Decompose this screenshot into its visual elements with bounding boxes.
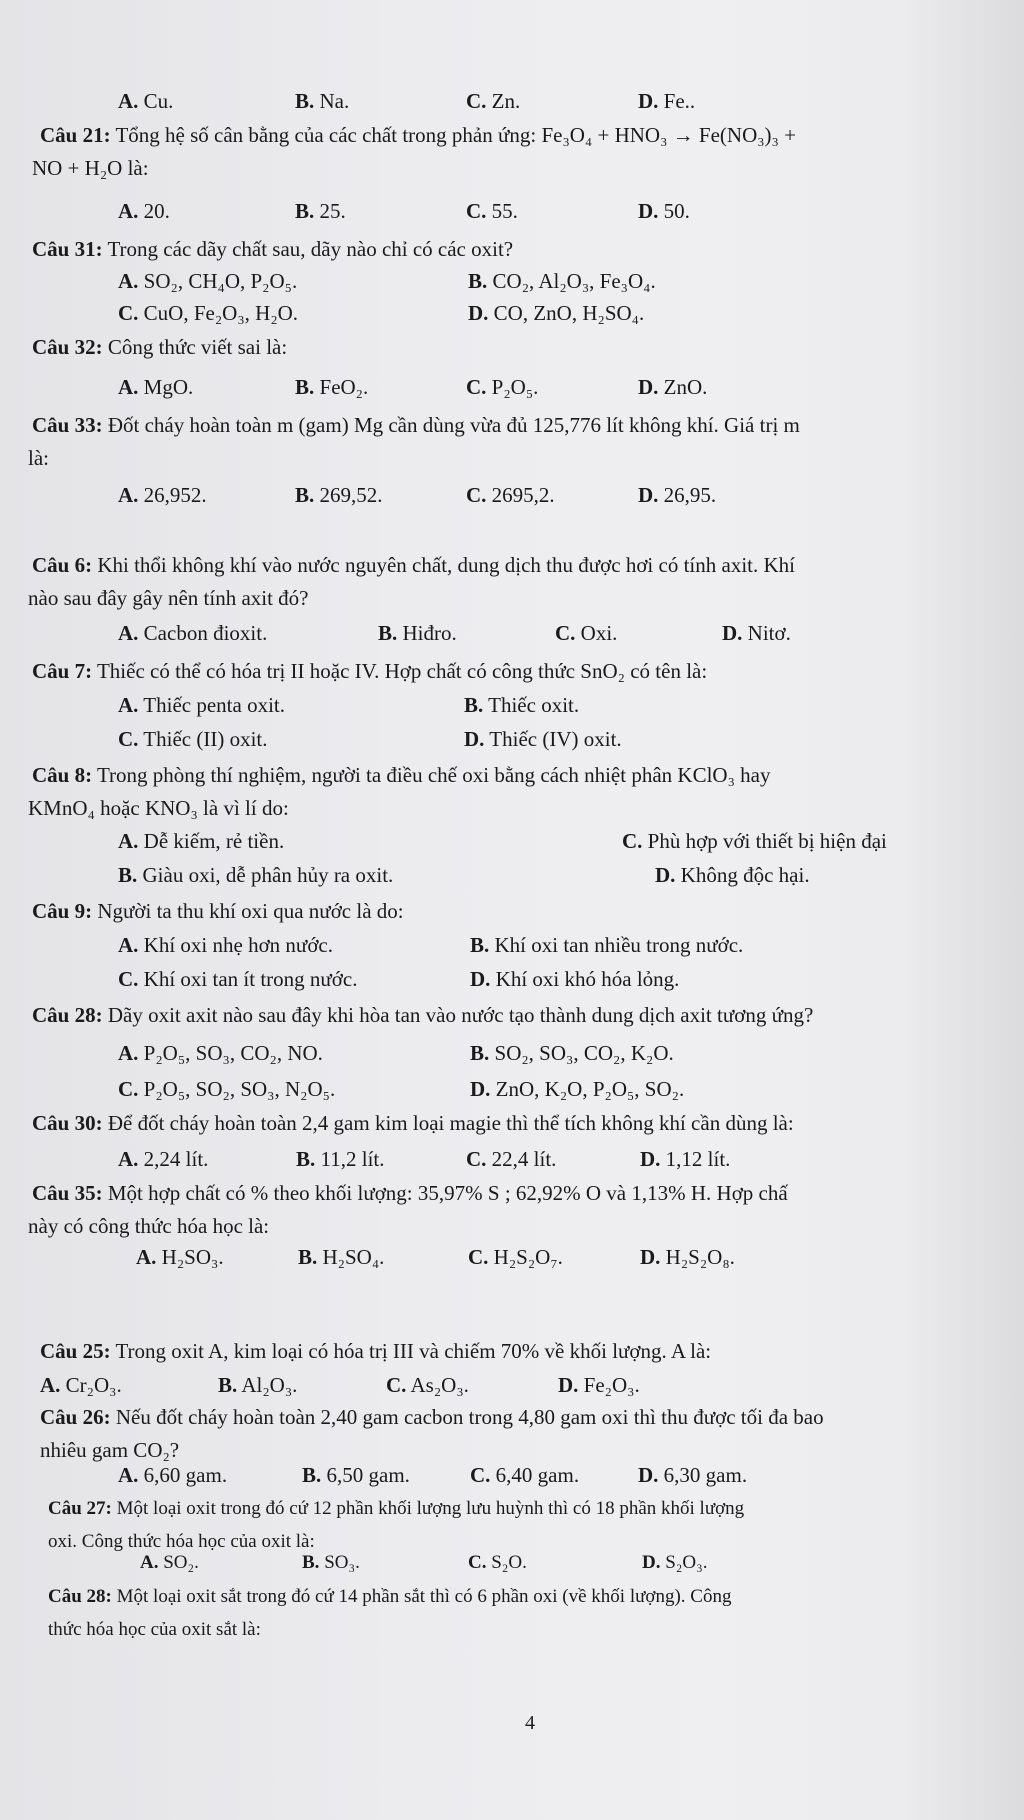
option-letter: D. bbox=[640, 1147, 661, 1171]
question-stem bbox=[32, 552, 795, 578]
question-number: Câu 32: bbox=[32, 335, 103, 359]
option-letter: C. bbox=[118, 1077, 139, 1101]
answer-option bbox=[464, 692, 579, 718]
question-number: Câu 6: bbox=[32, 553, 93, 577]
option-text: Thiếc (II) oxit. bbox=[138, 727, 268, 751]
option-text: H₂S₂O₈. bbox=[660, 1245, 735, 1269]
option-letter: B. bbox=[470, 933, 490, 957]
option-text: 26,952. bbox=[138, 483, 207, 507]
answer-option bbox=[218, 1372, 297, 1398]
question-stem bbox=[40, 1338, 711, 1364]
option-text: Không độc hại. bbox=[675, 863, 810, 887]
option-text: S₂O₃. bbox=[660, 1552, 708, 1573]
option-letter: B. bbox=[302, 1552, 320, 1573]
answer-option bbox=[466, 374, 538, 400]
question-text: Một loại oxit sắt trong đó cứ 14 phần sắt thì có 6 phần oxi (về khối lượng). Công bbox=[111, 1586, 732, 1607]
answer-option bbox=[470, 1462, 579, 1488]
option-letter: C. bbox=[466, 483, 487, 507]
option-text: 6,40 gam. bbox=[490, 1463, 580, 1487]
question-number: Câu 28: bbox=[32, 1003, 103, 1027]
option-letter: D. bbox=[722, 621, 743, 645]
question-text: Một loại oxit trong đó cứ 12 phần khối lượng lưu huỳnh thì có 18 phần khối lượng bbox=[111, 1498, 745, 1519]
option-letter: C. bbox=[118, 727, 139, 751]
answer-option bbox=[118, 966, 357, 992]
question-text: thức hóa học của oxit sắt là: bbox=[48, 1619, 261, 1640]
answer-option bbox=[118, 862, 393, 888]
option-letter: C. bbox=[622, 829, 643, 853]
question-stem bbox=[32, 658, 707, 684]
option-text: Na. bbox=[314, 89, 350, 113]
question-text: KMnO₄ hoặc KNO₃ là vì lí do: bbox=[28, 796, 289, 820]
question-number: Câu 30: bbox=[32, 1111, 103, 1135]
option-text: Al₂O₃. bbox=[237, 1373, 298, 1397]
question-number: Câu 31: bbox=[32, 237, 103, 261]
answer-option bbox=[642, 1550, 708, 1576]
answer-option bbox=[296, 1146, 385, 1172]
option-letter: A. bbox=[118, 199, 139, 223]
question-text: Thiếc có thể có hóa trị II hoặc IV. Hợp chất có công thức SnO₂ có tên là: bbox=[92, 659, 708, 683]
option-text: Khí oxi khó hóa lỏng. bbox=[490, 967, 680, 991]
option-letter: A. bbox=[118, 483, 139, 507]
answer-option bbox=[558, 1372, 640, 1398]
question-stem bbox=[32, 334, 287, 360]
question-text: nào sau đây gây nên tính axit đó? bbox=[28, 586, 309, 610]
option-letter: B. bbox=[470, 1041, 490, 1065]
option-text: Khí oxi tan nhiều trong nước. bbox=[489, 933, 744, 957]
option-text: Khí oxi tan ít trong nước. bbox=[138, 967, 358, 991]
option-letter: A. bbox=[136, 1245, 157, 1269]
option-letter: C. bbox=[555, 621, 576, 645]
answer-option bbox=[118, 268, 297, 294]
option-letter: B. bbox=[118, 863, 138, 887]
question-stem-continued bbox=[40, 1437, 179, 1463]
option-text: Thiếc penta oxit. bbox=[138, 693, 285, 717]
answer-option bbox=[638, 482, 716, 508]
answer-option bbox=[118, 1146, 208, 1172]
option-letter: B. bbox=[378, 621, 398, 645]
option-letter: D. bbox=[638, 375, 659, 399]
option-text: 22,4 lít. bbox=[486, 1147, 557, 1171]
answer-option bbox=[118, 932, 333, 958]
option-text: Zn. bbox=[486, 89, 521, 113]
option-text: H₂S₂O₇. bbox=[488, 1245, 563, 1269]
option-text: 50. bbox=[658, 199, 690, 223]
question-text: là: bbox=[28, 446, 49, 470]
question-number: Câu 26: bbox=[40, 1405, 111, 1429]
answer-option bbox=[655, 862, 810, 888]
question-number: Câu 21: bbox=[40, 123, 111, 147]
option-letter: A. bbox=[118, 621, 139, 645]
answer-option bbox=[466, 198, 518, 224]
answer-option bbox=[136, 1244, 224, 1270]
option-letter: B. bbox=[302, 1463, 322, 1487]
answer-option bbox=[295, 198, 346, 224]
answer-option bbox=[295, 88, 349, 114]
option-text: Thiếc (IV) oxit. bbox=[484, 727, 622, 751]
option-letter: D. bbox=[468, 301, 489, 325]
option-text: FeO₂. bbox=[314, 375, 369, 399]
question-number: Câu 35: bbox=[32, 1181, 103, 1205]
option-text: CuO, Fe₂O₃, H₂O. bbox=[138, 301, 299, 325]
option-letter: B. bbox=[295, 199, 315, 223]
option-text: 26,95. bbox=[658, 483, 717, 507]
question-stem bbox=[40, 1404, 824, 1430]
answer-option bbox=[118, 692, 285, 718]
question-text: Dãy oxit axit nào sau đây khi hòa tan vào nước tạo thành dung dịch axit tương ứng? bbox=[102, 1003, 814, 1027]
page-edge-shadow bbox=[900, 0, 1024, 1820]
question-number: Câu 8: bbox=[32, 763, 93, 787]
option-letter: D. bbox=[638, 483, 659, 507]
option-letter: C. bbox=[386, 1373, 407, 1397]
option-text: SO₃. bbox=[319, 1552, 360, 1573]
question-text: Nếu đốt cháy hoàn toàn 2,40 gam cacbon trong 4,80 gam oxi thì thu được tối đa bao bbox=[110, 1405, 824, 1429]
question-text: Khi thổi không khí vào nước nguyên chất, dung dịch thu được hơi có tính axit. Khí bbox=[92, 553, 795, 577]
option-letter: A. bbox=[118, 1463, 139, 1487]
option-letter: C. bbox=[466, 199, 487, 223]
answer-option bbox=[640, 1146, 730, 1172]
answer-option bbox=[464, 726, 622, 752]
answer-option bbox=[638, 88, 695, 114]
question-stem bbox=[32, 1002, 813, 1028]
option-text: SO₂. bbox=[158, 1552, 199, 1573]
answer-option bbox=[118, 88, 173, 114]
option-text: 55. bbox=[486, 199, 518, 223]
question-text: oxi. Công thức hóa học của oxit là: bbox=[48, 1531, 315, 1552]
option-text: SO₂, CH₄O, P₂O₅. bbox=[138, 269, 298, 293]
question-stem bbox=[32, 236, 513, 262]
option-text: P₂O₅. bbox=[486, 375, 539, 399]
option-text: CO₂, Al₂O₃, Fe₃O₄. bbox=[487, 269, 656, 293]
option-text: 6,60 gam. bbox=[138, 1463, 228, 1487]
answer-option bbox=[466, 1146, 556, 1172]
option-letter: A. bbox=[118, 933, 139, 957]
question-stem bbox=[48, 1584, 731, 1610]
option-letter: B. bbox=[295, 375, 315, 399]
answer-option bbox=[640, 1244, 735, 1270]
question-stem bbox=[32, 1180, 788, 1206]
answer-option bbox=[140, 1550, 199, 1576]
option-text: 1,12 lít. bbox=[660, 1147, 731, 1171]
question-text: Công thức viết sai là: bbox=[102, 335, 288, 359]
option-text: Fe₂O₃. bbox=[578, 1373, 640, 1397]
option-letter: D. bbox=[470, 1077, 491, 1101]
option-text: As₂O₃. bbox=[406, 1373, 469, 1397]
option-text: P₂O₅, SO₂, SO₃, N₂O₅. bbox=[138, 1077, 336, 1101]
answer-option bbox=[118, 300, 298, 326]
answer-option bbox=[298, 1244, 384, 1270]
question-text: Để đốt cháy hoàn toàn 2,4 gam kim loại magie thì thể tích không khí cần dùng là: bbox=[102, 1111, 794, 1135]
option-letter: B. bbox=[295, 483, 315, 507]
option-letter: A. bbox=[118, 829, 139, 853]
answer-option bbox=[722, 620, 791, 646]
option-letter: D. bbox=[638, 89, 659, 113]
question-stem bbox=[48, 1496, 744, 1522]
option-letter: D. bbox=[640, 1245, 661, 1269]
option-text: ZnO. bbox=[658, 375, 708, 399]
question-stem bbox=[32, 412, 800, 438]
option-letter: C. bbox=[468, 1552, 487, 1573]
question-text: Trong oxit A, kim loại có hóa trị III và chiếm 70% về khối lượng. A là: bbox=[110, 1339, 712, 1363]
question-text: Đốt cháy hoàn toàn m (gam) Mg cần dùng vừa đủ 125,776 lít không khí. Giá trị m bbox=[102, 413, 800, 437]
answer-option bbox=[470, 1076, 684, 1102]
answer-option bbox=[470, 932, 743, 958]
question-text: Tổng hệ số cân bằng của các chất trong phản ứng: Fe₃O₄ + HNO₃ → Fe(NO₃)₃ + bbox=[110, 123, 796, 147]
question-stem-continued bbox=[28, 585, 309, 611]
answer-option bbox=[118, 828, 284, 854]
option-letter: B. bbox=[468, 269, 488, 293]
option-letter: D. bbox=[638, 199, 659, 223]
question-text: Một hợp chất có % theo khối lượng: 35,97% S ; 62,92% O và 1,13% H. Hợp chấ bbox=[102, 1181, 788, 1205]
option-letter: D. bbox=[470, 967, 491, 991]
option-letter: A. bbox=[118, 269, 139, 293]
answer-option bbox=[295, 374, 368, 400]
option-text: Cacbon đioxit. bbox=[138, 621, 268, 645]
option-letter: B. bbox=[298, 1245, 318, 1269]
option-text: H₂SO₄. bbox=[317, 1245, 385, 1269]
answer-option bbox=[118, 1040, 323, 1066]
option-text: Dễ kiếm, rẻ tiền. bbox=[138, 829, 285, 853]
answer-option bbox=[638, 374, 707, 400]
question-number: Câu 33: bbox=[32, 413, 103, 437]
question-stem-continued bbox=[28, 445, 49, 471]
answer-option bbox=[466, 88, 520, 114]
answer-option bbox=[118, 726, 268, 752]
option-text: 11,2 lít. bbox=[315, 1147, 385, 1171]
option-letter: B. bbox=[296, 1147, 316, 1171]
question-stem bbox=[32, 1110, 794, 1136]
option-letter: A. bbox=[118, 693, 139, 717]
answer-option bbox=[470, 966, 679, 992]
answer-option bbox=[378, 620, 457, 646]
option-text: Giàu oxi, dễ phân hủy ra oxit. bbox=[137, 863, 394, 887]
option-text: Phù hợp với thiết bị hiện đại bbox=[642, 829, 887, 853]
answer-option bbox=[386, 1372, 469, 1398]
option-text: Cr₂O₃. bbox=[60, 1373, 122, 1397]
option-text: Khí oxi nhẹ hơn nước. bbox=[138, 933, 333, 957]
option-letter: C. bbox=[466, 1147, 487, 1171]
option-letter: B. bbox=[218, 1373, 238, 1397]
option-text: CO, ZnO, H₂SO₄. bbox=[488, 301, 645, 325]
option-text: 2695,2. bbox=[486, 483, 555, 507]
option-text: Hiđro. bbox=[397, 621, 457, 645]
option-text: 2,24 lít. bbox=[138, 1147, 209, 1171]
option-text: MgO. bbox=[138, 375, 194, 399]
question-text: NO + H₂O là: bbox=[32, 156, 149, 180]
option-text: 6,50 gam. bbox=[321, 1463, 410, 1487]
answer-option bbox=[638, 198, 690, 224]
question-number: Câu 27: bbox=[48, 1498, 112, 1519]
answer-option bbox=[468, 268, 656, 294]
option-letter: A. bbox=[118, 89, 139, 113]
answer-option bbox=[302, 1550, 360, 1576]
question-stem bbox=[32, 762, 770, 788]
option-text: S₂O. bbox=[486, 1552, 527, 1573]
answer-option bbox=[468, 300, 644, 326]
question-stem bbox=[40, 122, 796, 148]
question-number: Câu 7: bbox=[32, 659, 93, 683]
answer-option bbox=[118, 482, 207, 508]
option-letter: D. bbox=[638, 1463, 659, 1487]
question-number: Câu 28: bbox=[48, 1586, 112, 1607]
option-letter: A. bbox=[118, 375, 139, 399]
option-letter: A. bbox=[118, 1147, 139, 1171]
question-text: Người ta thu khí oxi qua nước là do: bbox=[92, 899, 404, 923]
question-stem-continued bbox=[28, 1213, 269, 1239]
option-letter: C. bbox=[466, 375, 487, 399]
answer-option bbox=[40, 1372, 122, 1398]
option-letter: D. bbox=[558, 1373, 579, 1397]
option-letter: C. bbox=[470, 1463, 491, 1487]
question-stem-continued bbox=[32, 155, 149, 181]
option-letter: A. bbox=[40, 1373, 61, 1397]
option-letter: C. bbox=[118, 967, 139, 991]
question-stem-continued bbox=[48, 1617, 261, 1643]
option-letter: C. bbox=[466, 89, 487, 113]
option-text: Thiếc oxit. bbox=[483, 693, 580, 717]
option-letter: C. bbox=[468, 1245, 489, 1269]
answer-option bbox=[622, 828, 887, 854]
option-letter: A. bbox=[118, 1041, 139, 1065]
option-letter: B. bbox=[295, 89, 315, 113]
answer-option bbox=[302, 1462, 410, 1488]
page-number: 4 bbox=[525, 1712, 535, 1734]
answer-option bbox=[555, 620, 617, 646]
option-text: ZnO, K₂O, P₂O₅, SO₂. bbox=[490, 1077, 685, 1101]
answer-option bbox=[468, 1550, 527, 1576]
answer-option bbox=[118, 1076, 335, 1102]
question-stem bbox=[32, 898, 404, 924]
answer-option bbox=[466, 482, 555, 508]
question-text: nhiêu gam CO₂? bbox=[40, 1438, 180, 1462]
option-letter: D. bbox=[464, 727, 485, 751]
option-text: H₂SO₃. bbox=[156, 1245, 224, 1269]
question-number: Câu 9: bbox=[32, 899, 93, 923]
question-text: này có công thức hóa học là: bbox=[28, 1214, 270, 1238]
answer-option bbox=[118, 620, 267, 646]
option-letter: D. bbox=[655, 863, 676, 887]
question-stem-continued bbox=[28, 795, 289, 821]
option-letter: D. bbox=[642, 1552, 661, 1573]
option-text: 269,52. bbox=[314, 483, 383, 507]
answer-option bbox=[470, 1040, 674, 1066]
option-text: 6,30 gam. bbox=[658, 1463, 748, 1487]
question-text: Trong các dãy chất sau, dãy nào chỉ có các oxit? bbox=[102, 237, 514, 261]
option-text: Oxi. bbox=[575, 621, 618, 645]
option-text: Nitơ. bbox=[742, 621, 791, 645]
question-text: Trong phòng thí nghiệm, người ta điều chế oxi bằng cách nhiệt phân KClO₃ hay bbox=[92, 763, 771, 787]
option-letter: A. bbox=[140, 1552, 159, 1573]
option-letter: C. bbox=[118, 301, 139, 325]
option-letter: B. bbox=[464, 693, 484, 717]
answer-option bbox=[118, 374, 193, 400]
answer-option bbox=[468, 1244, 563, 1270]
answer-option bbox=[295, 482, 383, 508]
answer-option bbox=[118, 198, 170, 224]
answer-option bbox=[118, 1462, 227, 1488]
option-text: 25. bbox=[314, 199, 346, 223]
question-number: Câu 25: bbox=[40, 1339, 111, 1363]
option-text: 20. bbox=[138, 199, 170, 223]
option-text: Fe.. bbox=[658, 89, 696, 113]
option-text: Cu. bbox=[138, 89, 174, 113]
option-text: SO₂, SO₃, CO₂, K₂O. bbox=[489, 1041, 674, 1065]
option-text: P₂O₅, SO₃, CO₂, NO. bbox=[138, 1041, 323, 1065]
answer-option bbox=[638, 1462, 747, 1488]
